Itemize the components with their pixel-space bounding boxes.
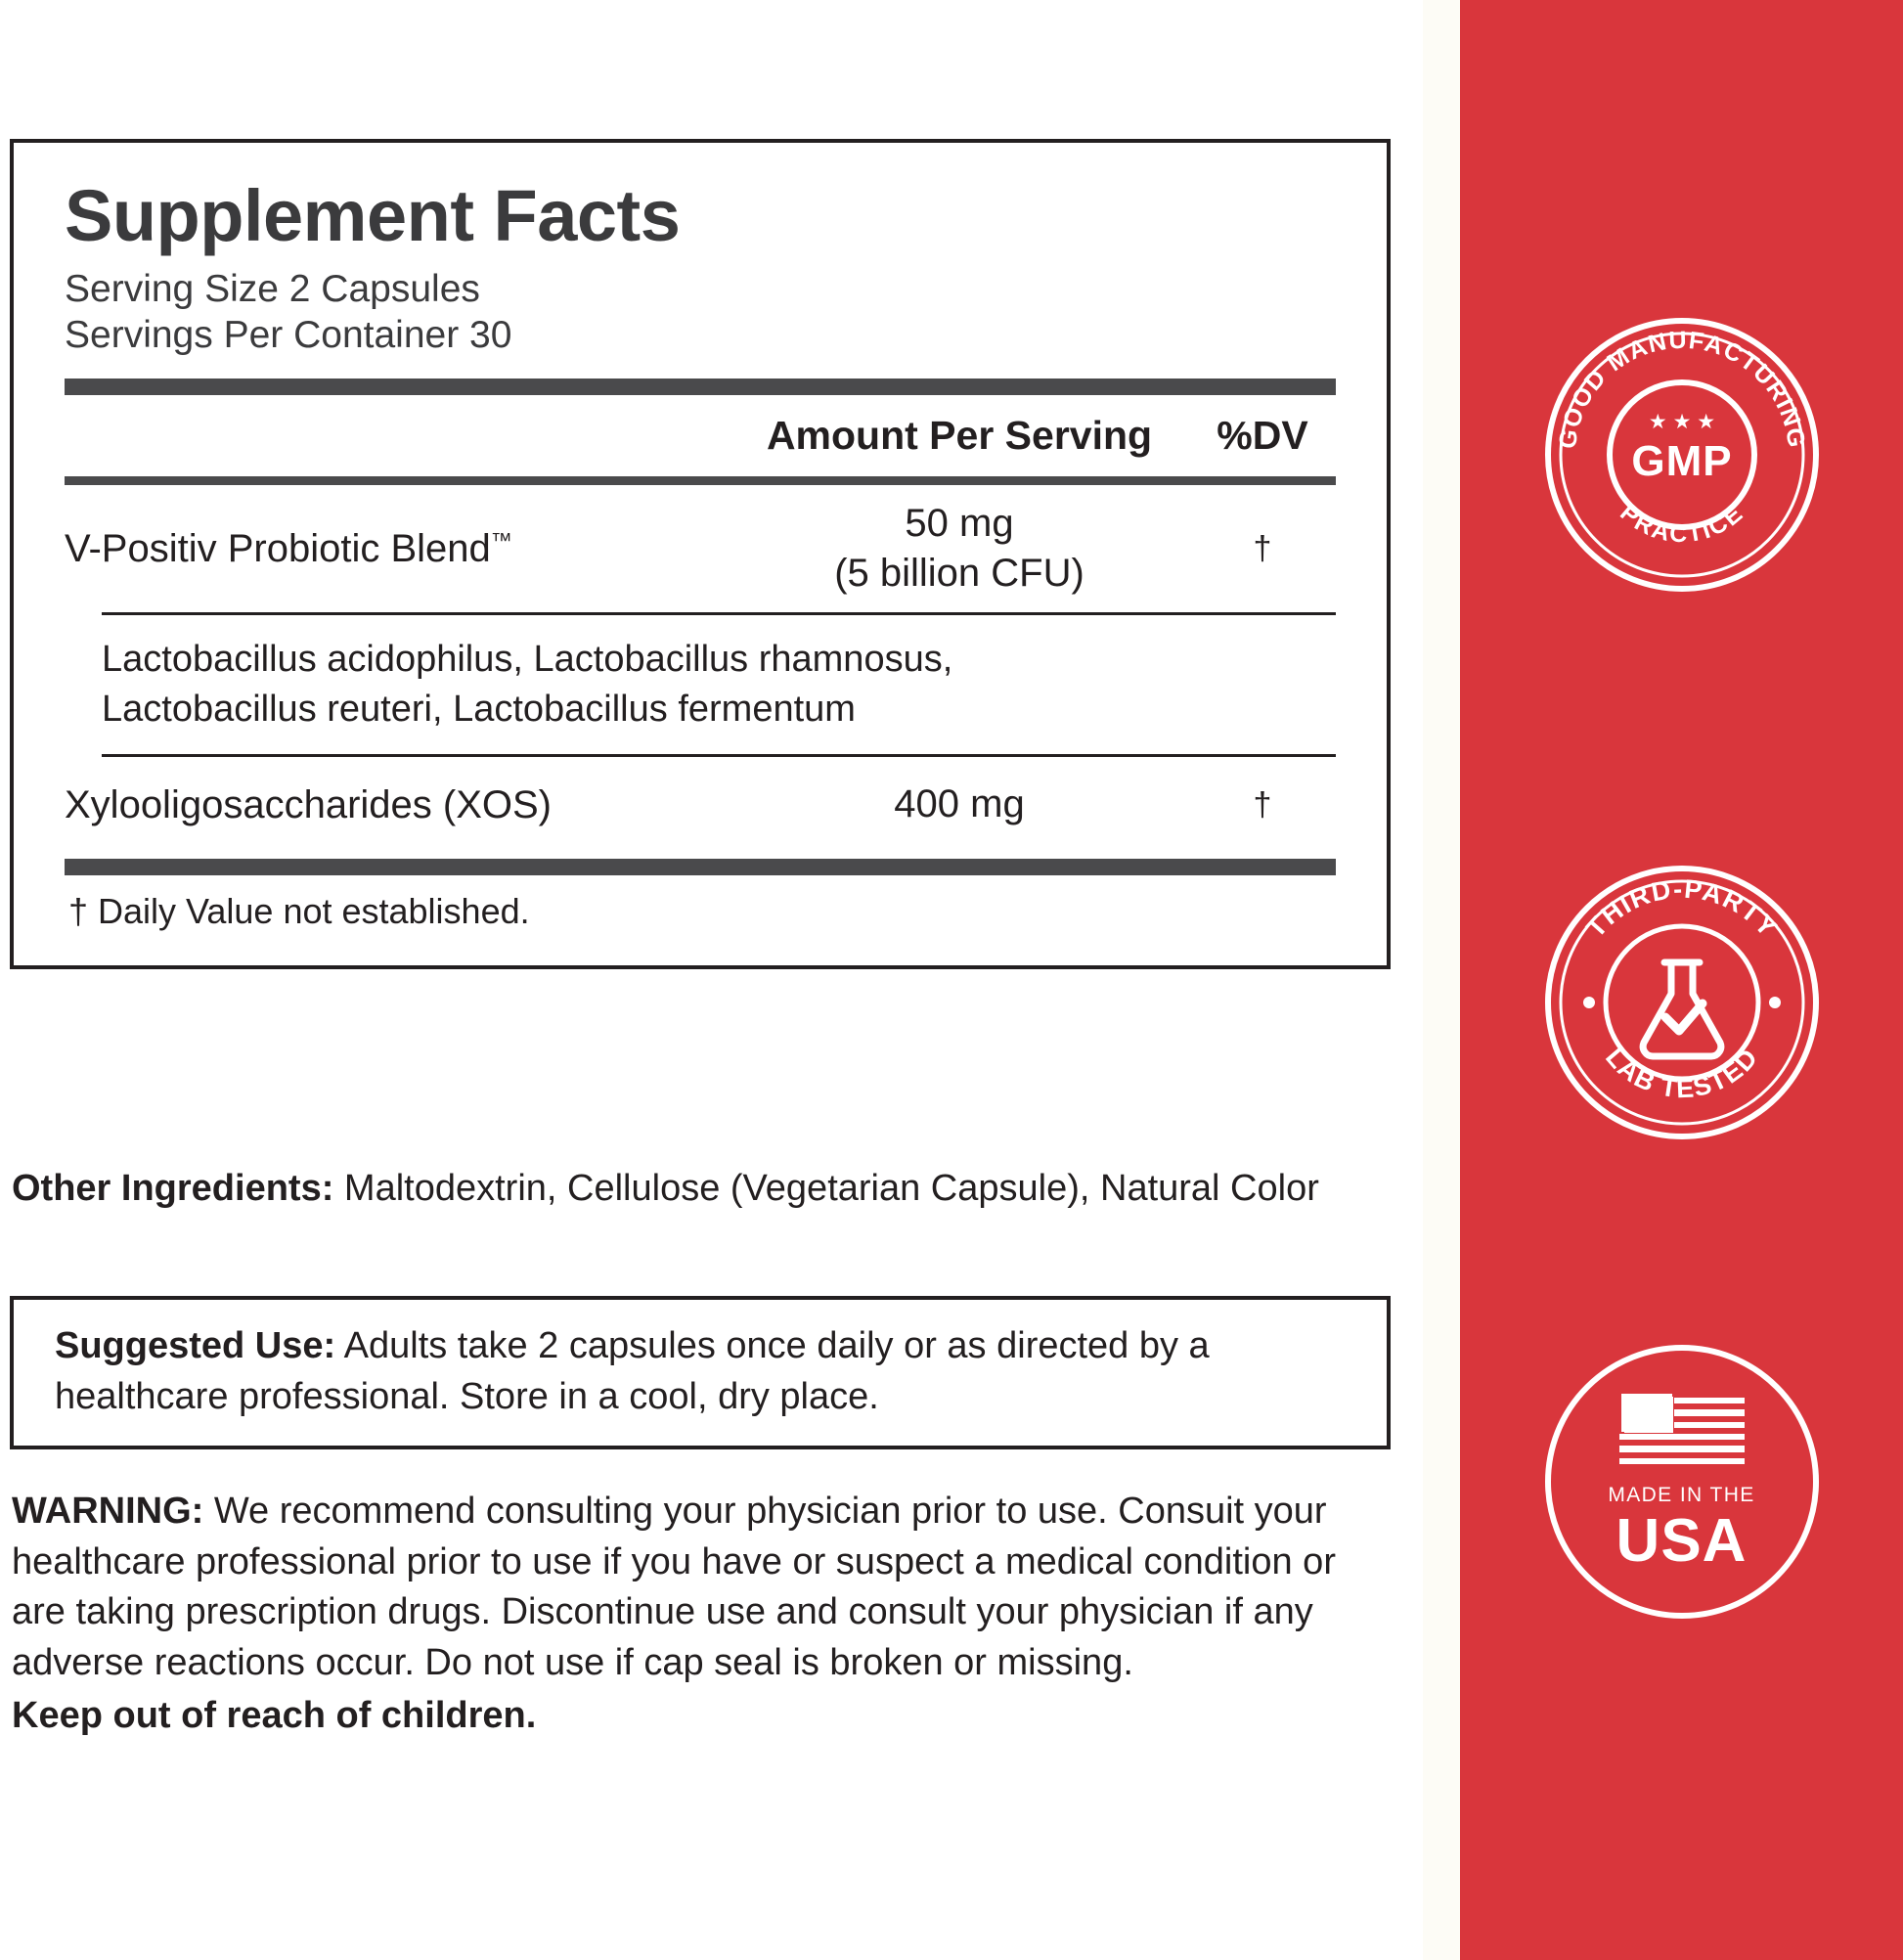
header-amount-per-serving: Amount Per Serving	[766, 412, 1153, 458]
made-in-usa-badge	[1540, 1340, 1824, 1624]
divider-thick-bottom	[65, 859, 1336, 875]
table-row	[65, 485, 1336, 612]
divider-medium	[65, 476, 1336, 485]
usa-text: USA	[1615, 1507, 1748, 1575]
table-header-row	[65, 395, 1336, 476]
made-in-usa-content	[1540, 1340, 1824, 1624]
badges-panel	[1460, 0, 1903, 1960]
ingredient-name-blend	[65, 525, 730, 572]
check-icon	[1665, 1003, 1703, 1031]
svg-text:LAB TESTED: LAB TESTED	[1599, 1042, 1764, 1104]
svg-text:THIRD-PARTY: THIRD-PARTY	[1579, 873, 1783, 944]
trademark-symbol: ™	[490, 528, 512, 554]
suggested-use-text: Adults take 2 capsules once daily or as directed by a healthcare professional. Store in a cool, dry place.	[55, 1325, 1210, 1417]
warning-block	[12, 1487, 1381, 1741]
amount-primary: 50 mg	[905, 501, 1014, 545]
ingredient-amount-blend	[730, 499, 1189, 599]
other-ingredients-block	[12, 1164, 1391, 1214]
svg-text:★ ★ ★: ★ ★ ★	[1648, 411, 1715, 433]
header-percent-dv: %DV	[1217, 412, 1308, 458]
ingredient-amount-xos: 400 mg	[894, 782, 1025, 826]
us-flag-icon	[1619, 1392, 1745, 1470]
warning-label: WARNING:	[12, 1491, 204, 1532]
flask-icon	[1643, 962, 1721, 1056]
ingredient-dv-xos: †	[1253, 785, 1272, 824]
ingredient-label: V-Positiv Probiotic Blend	[65, 527, 491, 571]
made-in-the-text: MADE IN THE	[1608, 1484, 1755, 1506]
svg-text:GOOD MANUFACTURING: GOOD MANUFACTURING	[1553, 326, 1810, 451]
servings-per-container-text: Servings Per Container 30	[65, 314, 512, 357]
amount-secondary: (5 billion CFU)	[834, 552, 1084, 596]
keep-out-of-reach-text: Keep out of reach of children.	[12, 1694, 537, 1736]
supplement-facts-title: Supplement Facts	[65, 175, 681, 256]
warning-text: We recommend consulting your physician prior to use. Consuit your healthcare professional prior to use if you have or suspect a medical condition or are taking prescription drugs. Discontinue use and consult your physician if any adverse reactions occur. Do not use if cap seal is broken or missing.	[12, 1491, 1336, 1684]
gmp-badge	[1540, 313, 1824, 597]
strain-line-2: Lactobacillus reuteri, Lactobacillus fermentum	[102, 689, 856, 731]
strain-list	[65, 615, 1336, 754]
lab-tested-badge-icon	[1540, 861, 1824, 1144]
panel-divider	[1423, 0, 1460, 1960]
suggested-use-panel	[10, 1296, 1391, 1449]
svg-text:GMP: GMP	[1630, 437, 1733, 485]
ingredient-dv-blend: †	[1253, 529, 1272, 567]
lab-tested-badge	[1540, 861, 1824, 1144]
gmp-badge-icon	[1540, 313, 1824, 597]
ingredient-name-xos: Xylooligosaccharides (XOS)	[65, 783, 552, 827]
svg-text:PRACTICE: PRACTICE	[1614, 499, 1749, 549]
other-ingredients-label: Other Ingredients:	[12, 1168, 334, 1209]
serving-size-text: Serving Size 2 Capsules	[65, 267, 480, 310]
suggested-use-label: Suggested Use:	[55, 1325, 336, 1366]
daily-value-footnote: † Daily Value not established.	[68, 891, 530, 932]
other-ingredients-text: Maltodextrin, Cellulose (Vegetarian Capsule), Natural Color	[333, 1168, 1319, 1209]
strain-line-1: Lactobacillus acidophilus, Lactobacillus rhamnosus,	[102, 639, 953, 681]
table-row	[65, 757, 1336, 853]
supplement-facts-panel	[10, 139, 1391, 969]
divider-thick-top	[65, 379, 1336, 395]
